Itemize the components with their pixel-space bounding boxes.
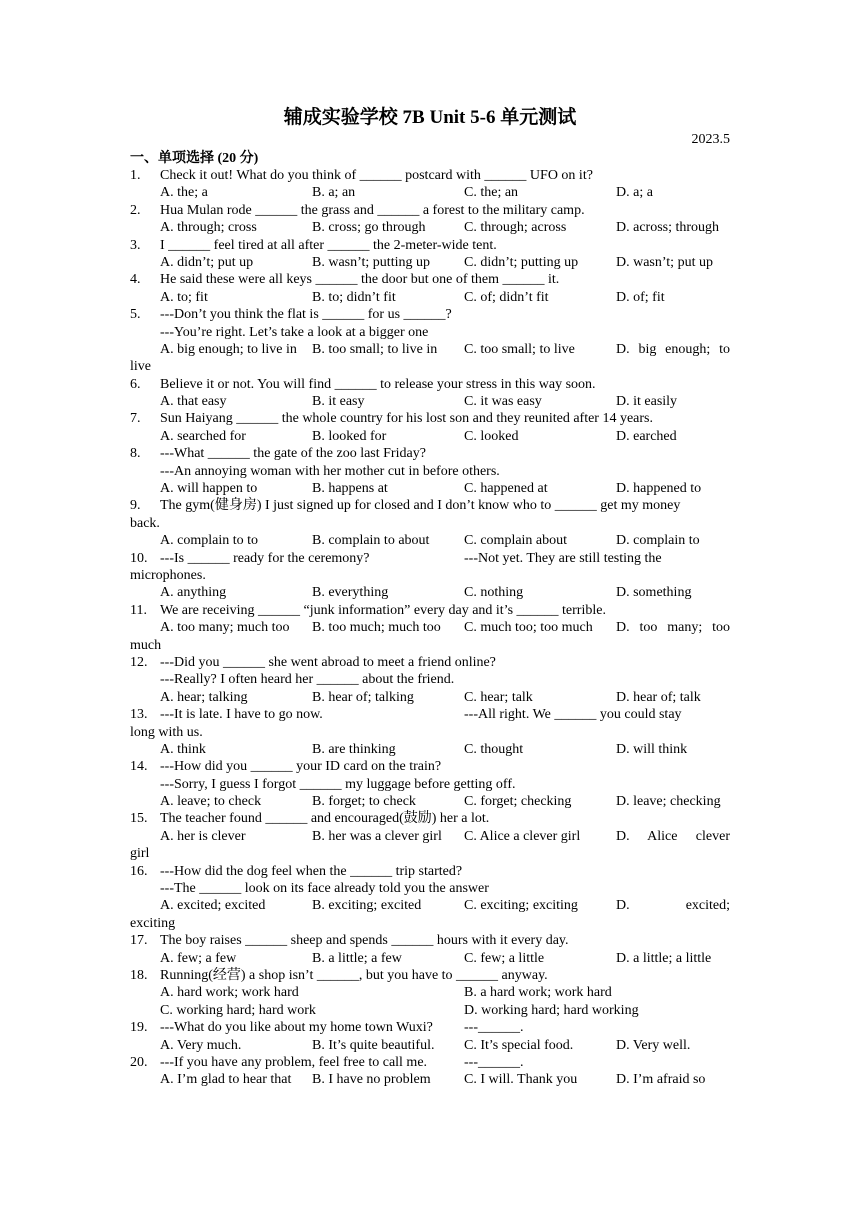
question-stem-line2: ---The ______ look on its face already told you the answer	[160, 881, 489, 897]
question-stem-line2: ---Really? I often heard her ______ about the friend.	[160, 672, 455, 688]
question-stem: ---If you have any problem, feel free to call me.	[160, 1054, 428, 1070]
question-stem-row	[130, 410, 730, 427]
option-d: D. across; through	[616, 220, 720, 236]
option-b: B. a hard work; work hard	[464, 985, 612, 1001]
option-wrap-row	[130, 845, 730, 862]
question-number: 13.	[130, 707, 148, 723]
option-wrap-row	[130, 358, 730, 375]
question-list	[130, 167, 730, 1089]
question-stem-wrap: back.	[130, 515, 160, 531]
question-item	[130, 932, 730, 967]
option-a: A. excited; excited	[160, 898, 266, 914]
question-number: 17.	[130, 933, 148, 949]
question-stem: ---How did the dog feel when the ______ trip started?	[160, 863, 463, 879]
question-response: ---______.	[464, 1054, 524, 1070]
options-row	[130, 828, 730, 845]
question-item	[130, 1054, 730, 1089]
option-a: A. too many; much too	[160, 620, 290, 636]
options-row	[130, 532, 730, 549]
question-stem: ---How did you ______ your ID card on the train?	[160, 759, 442, 775]
question-stem: ---Is ______ ready for the ceremony?	[160, 550, 370, 566]
question-item	[130, 167, 730, 202]
question-stem-row	[130, 863, 730, 880]
option-a: A. few; a few	[160, 950, 237, 966]
question-number: 9.	[130, 498, 141, 514]
question-stem: The teacher found ______ and encouraged(鼓励) her a lot.	[160, 811, 490, 827]
section-heading: 一、单项选择 (20 分)	[130, 151, 259, 166]
options-row	[130, 393, 730, 410]
options-row	[130, 1002, 730, 1019]
option-d: D. a little; a little	[616, 950, 712, 966]
option-c: C. nothing	[464, 585, 524, 601]
question-number: 15.	[130, 811, 148, 827]
question-stem-row	[130, 671, 730, 688]
question-stem: Check it out! What do you think of ______ postcard with ______ UFO on it?	[160, 168, 593, 183]
question-item	[130, 810, 730, 862]
options-row	[130, 184, 730, 201]
question-stem: The gym(健身房) I just signed up for closed and I don’t know who to ______ get my money	[160, 498, 681, 514]
option-d: D. big enough; to	[616, 341, 730, 357]
question-stem: Hua Mulan rode ______ the grass and ______ a forest to the military camp.	[160, 202, 585, 218]
question-stem-row	[130, 880, 730, 897]
question-item	[130, 654, 730, 706]
question-stem-row	[130, 271, 730, 288]
option-b: B. exciting; excited	[312, 898, 422, 914]
option-c: C. It’s special food.	[464, 1037, 574, 1053]
question-response: ---______.	[464, 1020, 524, 1036]
option-b: B. happens at	[312, 481, 388, 497]
option-c: C. through; across	[464, 220, 567, 236]
question-number: 1.	[130, 168, 141, 183]
question-stem-row	[130, 445, 730, 462]
option-c: C. thought	[464, 741, 524, 757]
question-item	[130, 410, 730, 445]
question-stem-row	[130, 654, 730, 671]
option-a: A. think	[160, 741, 206, 757]
question-stem: ---What do you like about my home town Wuxi?	[160, 1020, 433, 1036]
question-number: 11.	[130, 602, 147, 618]
question-response: ---All right. We ______ you could stay	[464, 707, 682, 723]
option-c: C. I will. Thank you	[464, 1072, 578, 1088]
question-stem-row	[130, 324, 730, 341]
option-d: D. leave; checking	[616, 794, 721, 810]
option-c: C. few; a little	[464, 950, 545, 966]
options-row	[130, 584, 730, 601]
question-number: 19.	[130, 1020, 148, 1036]
question-stem: Believe it or not. You will find ______ to release your stress in this way soon.	[160, 376, 596, 392]
options-row	[130, 219, 730, 236]
question-stem-wrap-row	[130, 515, 730, 532]
question-number: 10.	[130, 550, 148, 566]
question-stem-row	[130, 306, 730, 323]
question-stem: Sun Haiyang ______ the whole country for his lost son and they reunited after 14 years.	[160, 411, 654, 427]
question-item	[130, 550, 730, 602]
question-stem-line2: ---An annoying woman with her mother cut in before others.	[160, 463, 500, 479]
option-b: B. wasn’t; putting up	[312, 254, 430, 270]
question-item	[130, 237, 730, 272]
option-c: C. complain about	[464, 533, 568, 549]
question-stem-wrap: long with us.	[130, 724, 203, 740]
options-row	[130, 480, 730, 497]
option-d: D. excited;	[616, 898, 730, 914]
option-d: D. happened to	[616, 481, 702, 497]
option-c: C. working hard; hard work	[160, 1002, 316, 1018]
option-c: C. it was easy	[464, 394, 542, 410]
option-wrap: live	[130, 359, 151, 375]
option-a: A. through; cross	[160, 220, 257, 236]
question-item	[130, 967, 730, 1019]
option-a: A. the; a	[160, 185, 208, 201]
page-title: 辅成实验学校 7B Unit 5-6 单元测试	[283, 107, 577, 128]
option-d: D. Alice clever	[616, 828, 730, 844]
question-stem: Running(经营) a shop isn’t ______, but you have to ______ anyway.	[160, 967, 548, 983]
option-a: A. anything	[160, 585, 227, 601]
option-d: D. I’m afraid so	[616, 1072, 706, 1088]
question-item	[130, 602, 730, 654]
option-a: A. her is clever	[160, 828, 246, 844]
option-b: B. looked for	[312, 428, 387, 444]
options-row	[130, 897, 730, 914]
question-stem: ---Did you ______ she went abroad to meet a friend online?	[160, 654, 496, 670]
option-a: A. complain to to	[160, 533, 258, 549]
question-stem-row	[130, 810, 730, 827]
question-item	[130, 445, 730, 497]
options-row	[130, 793, 730, 810]
question-stem-row	[130, 776, 730, 793]
option-a: A. didn’t; put up	[160, 254, 254, 270]
question-stem-line2: ---Sorry, I guess I forgot ______ my luggage before getting off.	[160, 776, 516, 792]
option-a: A. Very much.	[160, 1037, 242, 1053]
option-b: B. to; didn’t fit	[312, 289, 396, 305]
option-d: D. Very well.	[616, 1037, 691, 1053]
option-b: B. a; an	[312, 185, 356, 201]
question-number: 14.	[130, 759, 148, 775]
question-number: 3.	[130, 237, 141, 253]
option-d: D. of; fit	[616, 289, 665, 305]
question-stem-row	[130, 706, 730, 723]
question-number: 2.	[130, 202, 141, 218]
option-a: A. big enough; to live in	[160, 341, 297, 357]
question-item	[130, 271, 730, 306]
question-item	[130, 202, 730, 237]
question-stem-wrap-row	[130, 567, 730, 584]
question-stem: I ______ feel tired at all after ______ the 2-meter-wide tent.	[160, 237, 497, 253]
question-stem-row	[130, 1019, 730, 1036]
option-wrap-row	[130, 915, 730, 932]
option-d: D. too many; too	[616, 620, 730, 636]
question-item	[130, 497, 730, 549]
question-item	[130, 758, 730, 810]
option-c: C. didn’t; putting up	[464, 254, 579, 270]
option-a: A. I’m glad to hear that	[160, 1072, 292, 1088]
option-d: D. a; a	[616, 185, 653, 201]
option-b: B. forget; to check	[312, 794, 416, 810]
option-d: D. hear of; talk	[616, 689, 701, 705]
question-number: 7.	[130, 411, 141, 427]
option-d: D. earched	[616, 428, 677, 444]
question-stem-row	[130, 237, 730, 254]
question-response: ---Not yet. They are still testing the	[464, 550, 662, 566]
option-c: C. Alice a clever girl	[464, 828, 581, 844]
options-row	[130, 289, 730, 306]
question-stem-row	[130, 967, 730, 984]
question-stem-row	[130, 602, 730, 619]
option-b: B. her was a clever girl	[312, 828, 442, 844]
options-row	[130, 984, 730, 1001]
options-row	[130, 741, 730, 758]
option-b: B. a little; a few	[312, 950, 402, 966]
question-number: 5.	[130, 307, 141, 323]
question-number: 18.	[130, 967, 148, 983]
options-row	[130, 428, 730, 445]
options-row	[130, 254, 730, 271]
options-row	[130, 950, 730, 967]
test-date: 2023.5	[691, 132, 730, 147]
options-row	[130, 1037, 730, 1054]
question-stem: We are receiving ______ “junk information” every day and it’s ______ terrible.	[160, 602, 606, 618]
question-item	[130, 306, 730, 376]
option-b: B. everything	[312, 585, 389, 601]
option-wrap: girl	[130, 846, 150, 862]
option-b: B. I have no problem	[312, 1072, 431, 1088]
option-c: C. too small; to live	[464, 341, 575, 357]
options-row	[130, 1071, 730, 1088]
option-a: A. searched for	[160, 428, 246, 444]
question-stem-row	[130, 202, 730, 219]
option-c: C. happened at	[464, 481, 548, 497]
option-d: D. it easily	[616, 394, 678, 410]
option-c: C. hear; talk	[464, 689, 533, 705]
option-d: D. will think	[616, 741, 688, 757]
question-item	[130, 863, 730, 933]
option-c: C. forget; checking	[464, 794, 572, 810]
question-stem-line2: ---You’re right. Let’s take a look at a bigger one	[160, 324, 429, 340]
options-row	[130, 689, 730, 706]
option-a: A. will happen to	[160, 481, 258, 497]
options-row	[130, 341, 730, 358]
question-item	[130, 706, 730, 758]
question-stem: The boy raises ______ sheep and spends ______ hours with it every day.	[160, 933, 569, 949]
question-item	[130, 376, 730, 411]
question-number: 6.	[130, 376, 141, 392]
question-stem: ---Don’t you think the flat is ______ for us ______?	[160, 307, 452, 323]
question-number: 12.	[130, 654, 148, 670]
option-a: A. hard work; work hard	[160, 985, 299, 1001]
option-c: C. exciting; exciting	[464, 898, 578, 914]
options-row	[130, 619, 730, 636]
question-number: 20.	[130, 1054, 148, 1070]
question-stem-row	[130, 463, 730, 480]
option-b: B. it easy	[312, 394, 365, 410]
option-d: D. working hard; hard working	[464, 1002, 639, 1018]
question-stem-row	[130, 497, 730, 514]
question-number: 4.	[130, 272, 141, 288]
option-c: C. much too; too much	[464, 620, 593, 636]
option-b: B. cross; go through	[312, 220, 426, 236]
option-wrap: exciting	[130, 915, 176, 931]
option-b: B. too much; much too	[312, 620, 441, 636]
option-c: C. of; didn’t fit	[464, 289, 549, 305]
question-stem-row	[130, 932, 730, 949]
option-wrap: much	[130, 637, 162, 653]
question-stem: ---It is late. I have to go now.	[160, 707, 323, 723]
option-d: D. something	[616, 585, 692, 601]
option-b: B. hear of; talking	[312, 689, 414, 705]
question-stem-row	[130, 167, 730, 184]
question-stem-row	[130, 550, 730, 567]
question-stem-row	[130, 1054, 730, 1071]
option-d: D. complain to	[616, 533, 700, 549]
question-stem-row	[130, 376, 730, 393]
option-a: A. hear; talking	[160, 689, 248, 705]
question-stem: ---What ______ the gate of the zoo last Friday?	[160, 446, 426, 462]
option-a: A. that easy	[160, 394, 227, 410]
question-item	[130, 1019, 730, 1054]
option-b: B. too small; to live in	[312, 341, 438, 357]
question-number: 16.	[130, 863, 148, 879]
question-stem: He said these were all keys ______ the door but one of them ______ it.	[160, 272, 560, 288]
option-b: B. It’s quite beautiful.	[312, 1037, 435, 1053]
option-wrap-row	[130, 637, 730, 654]
option-b: B. complain to about	[312, 533, 430, 549]
question-stem-wrap-row	[130, 724, 730, 741]
question-stem-wrap: microphones.	[130, 567, 206, 583]
question-number: 8.	[130, 446, 141, 462]
option-c: C. looked	[464, 428, 519, 444]
option-c: C. the; an	[464, 185, 519, 201]
option-a: A. to; fit	[160, 289, 208, 305]
option-d: D. wasn’t; put up	[616, 254, 713, 270]
option-a: A. leave; to check	[160, 794, 262, 810]
question-stem-row	[130, 758, 730, 775]
option-b: B. are thinking	[312, 741, 396, 757]
